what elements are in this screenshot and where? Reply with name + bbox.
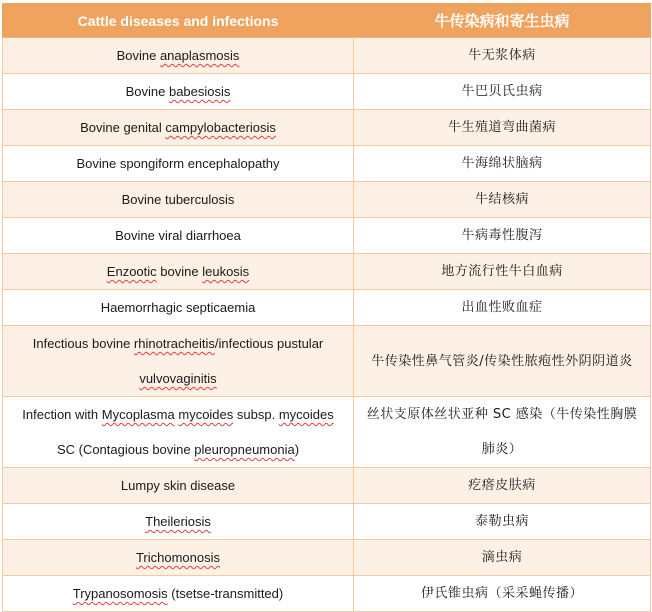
table-row <box>3 146 651 182</box>
table-row <box>3 218 651 254</box>
table-row <box>3 540 651 576</box>
disease-chinese: 牛病毒性腹泻 <box>354 218 651 254</box>
disease-english: Lumpy skin disease <box>3 468 354 504</box>
disease-english: Haemorrhagic septicaemia <box>3 290 354 326</box>
table-row <box>3 182 651 218</box>
disease-chinese: 伊氏锥虫病（采采蝇传播） <box>354 576 651 612</box>
disease-chinese: 疙瘩皮肤病 <box>354 468 651 504</box>
table-row <box>3 326 651 397</box>
header-english: Cattle diseases and infections <box>3 4 354 38</box>
table-row <box>3 290 651 326</box>
disease-chinese: 牛海绵状脑病 <box>354 146 651 182</box>
disease-english: Bovine viral diarrhoea <box>3 218 354 254</box>
table-row <box>3 110 651 146</box>
disease-english: Trypanosomosis (tsetse-transmitted) <box>3 576 354 612</box>
table-row <box>3 504 651 540</box>
disease-english: Infection with Mycoplasma mycoides subsp. mycoides SC (Contagious bovine pleuropneumonia) <box>3 397 354 468</box>
disease-english: Trichomonosis <box>3 540 354 576</box>
document-page <box>2 3 650 609</box>
disease-english: Bovine genital campylobacteriosis <box>3 110 354 146</box>
disease-chinese: 牛传染性鼻气管炎/传染性脓疱性外阴阴道炎 <box>354 326 651 397</box>
table-row <box>3 38 651 74</box>
disease-english: Theileriosis <box>3 504 354 540</box>
table-row <box>3 254 651 290</box>
table-row <box>3 576 651 612</box>
disease-english: Bovine anaplasmosis <box>3 38 354 74</box>
disease-english: Enzootic bovine leukosis <box>3 254 354 290</box>
disease-english: Bovine tuberculosis <box>3 182 354 218</box>
disease-chinese: 牛巴贝氏虫病 <box>354 74 651 110</box>
header-chinese: 牛传染病和寄生虫病 <box>354 4 651 38</box>
table-header-row <box>3 4 651 38</box>
disease-english: Bovine spongiform encephalopathy <box>3 146 354 182</box>
disease-chinese: 泰勒虫病 <box>354 504 651 540</box>
disease-english: Bovine babesiosis <box>3 74 354 110</box>
disease-chinese: 牛无浆体病 <box>354 38 651 74</box>
disease-english: Infectious bovine rhinotracheitis/infectious pustular vulvovaginitis <box>3 326 354 397</box>
table-row <box>3 397 651 468</box>
disease-chinese: 牛结核病 <box>354 182 651 218</box>
table-row <box>3 468 651 504</box>
disease-chinese: 出血性败血症 <box>354 290 651 326</box>
table-row <box>3 74 651 110</box>
disease-table <box>2 3 651 612</box>
disease-chinese: 地方流行性牛白血病 <box>354 254 651 290</box>
disease-chinese: 丝状支原体丝状亚种 SC 感染（牛传染性胸膜肺炎） <box>354 397 651 468</box>
disease-chinese: 牛生殖道弯曲菌病 <box>354 110 651 146</box>
disease-chinese: 滴虫病 <box>354 540 651 576</box>
